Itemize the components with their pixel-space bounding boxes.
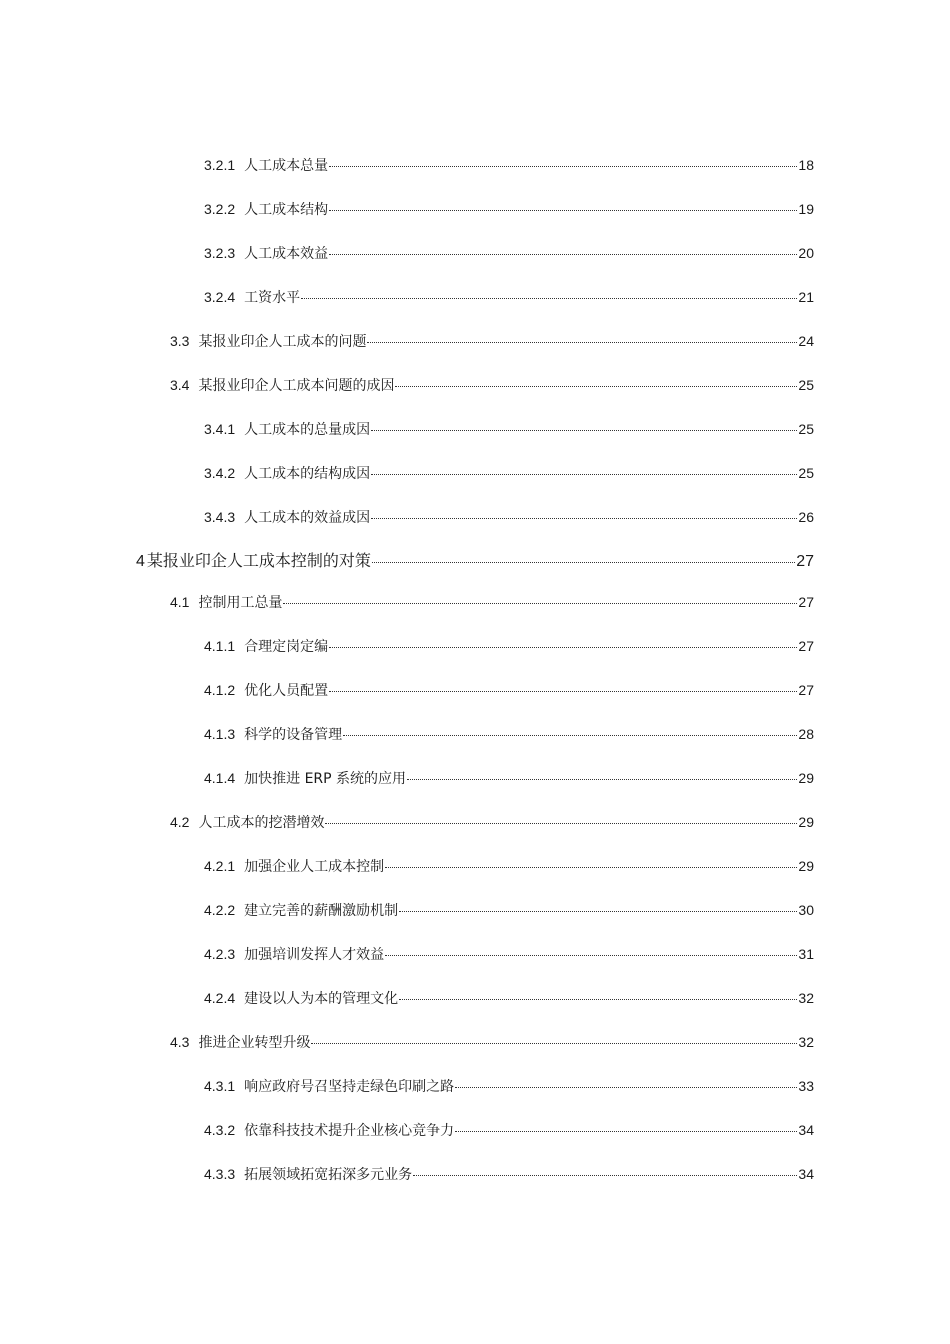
toc-leader [367, 342, 797, 343]
toc-entry[interactable] [204, 1120, 814, 1141]
toc-number: 4.1.4 [204, 770, 236, 786]
toc-page-number: 27 [798, 638, 814, 654]
toc-leader [371, 474, 797, 475]
toc-leader [311, 1043, 797, 1044]
toc-number: 3.3 [170, 333, 190, 349]
toc-leader [385, 867, 797, 868]
toc-entry[interactable] [170, 812, 814, 833]
toc-title: 合理定岗定编 [244, 639, 329, 655]
toc-page-number: 27 [796, 553, 814, 570]
toc-number: 3.2.3 [204, 245, 236, 261]
toc-page-number: 29 [798, 770, 814, 786]
toc-entry[interactable] [170, 1032, 814, 1053]
toc-page-number: 26 [798, 509, 814, 525]
toc-entry[interactable] [170, 592, 814, 613]
toc-leader [413, 1175, 797, 1176]
toc-title: 依靠科技技术提升企业核心竞争力 [244, 1123, 455, 1139]
toc-number: 4.3.1 [204, 1078, 236, 1094]
toc-title: 加强培训发挥人才效益 [244, 947, 385, 963]
toc-entry[interactable] [204, 680, 814, 701]
toc-page-number: 25 [798, 421, 814, 437]
toc-title: 加强企业人工成本控制 [244, 859, 385, 875]
toc-number: 4.3.2 [204, 1122, 236, 1138]
toc-entry[interactable] [170, 331, 814, 352]
toc-title: 控制用工总量 [198, 595, 283, 611]
toc-leader [329, 691, 797, 692]
toc-entry[interactable] [204, 419, 814, 440]
toc-title: 人工成本的效益成因 [244, 510, 371, 526]
toc-number: 4 [136, 553, 145, 570]
toc-number: 4.2.1 [204, 858, 236, 874]
toc-entry[interactable] [204, 636, 814, 657]
toc-entry-chapter[interactable] [136, 550, 814, 573]
toc-number: 3.2.2 [204, 201, 236, 217]
toc-entry[interactable] [204, 944, 814, 965]
toc-title: 某报业印企人工成本的问题 [198, 334, 367, 350]
toc-leader [343, 735, 797, 736]
toc-leader [325, 823, 797, 824]
toc-title: 工资水平 [244, 290, 301, 306]
toc-entry[interactable] [204, 900, 814, 921]
toc-page-number: 28 [798, 726, 814, 742]
toc-number: 3.4.3 [204, 509, 236, 525]
toc-page-number: 32 [798, 990, 814, 1006]
toc-title: 人工成本总量 [244, 158, 329, 174]
toc-number: 4.1.2 [204, 682, 236, 698]
toc-leader [399, 911, 797, 912]
toc-leader [371, 430, 797, 431]
toc-leader [385, 955, 797, 956]
toc-page-number: 34 [798, 1166, 814, 1182]
toc-page-number: 25 [798, 377, 814, 393]
toc-leader [329, 254, 797, 255]
toc-number: 3.2.1 [204, 157, 236, 173]
toc-title: 人工成本结构 [244, 202, 329, 218]
toc-number: 4.2 [170, 814, 190, 830]
toc-title: 建立完善的薪酬激励机制 [244, 903, 399, 919]
toc-entry[interactable] [204, 856, 814, 877]
toc-page-number: 29 [798, 858, 814, 874]
toc-title: 加快推进 ERP 系统的应用 [244, 771, 407, 787]
toc-page-number: 34 [798, 1122, 814, 1138]
toc-page-number: 33 [798, 1078, 814, 1094]
toc-number: 4.2.2 [204, 902, 236, 918]
toc-number: 4.2.4 [204, 990, 236, 1006]
toc-number: 4.3.3 [204, 1166, 236, 1182]
toc-entry[interactable] [204, 463, 814, 484]
toc-leader [372, 562, 795, 563]
toc-number: 4.2.3 [204, 946, 236, 962]
toc-page-number: 21 [798, 289, 814, 305]
toc-page-number: 32 [798, 1034, 814, 1050]
toc-page-number: 27 [798, 594, 814, 610]
toc-title: 建设以人为本的管理文化 [244, 991, 399, 1007]
toc-title: 人工成本的挖潜增效 [198, 815, 325, 831]
toc-entry[interactable] [204, 199, 814, 220]
toc-leader [329, 210, 797, 211]
toc-leader [407, 779, 797, 780]
toc-title: 科学的设备管理 [244, 727, 343, 743]
toc-number: 3.4.1 [204, 421, 236, 437]
toc-page-number: 20 [798, 245, 814, 261]
toc-leader [455, 1087, 797, 1088]
toc-entry[interactable] [170, 375, 814, 396]
toc-number: 3.4 [170, 377, 190, 393]
toc-entry[interactable] [204, 768, 814, 789]
toc-title: 人工成本的总量成因 [244, 422, 371, 438]
toc-entry[interactable] [204, 988, 814, 1009]
toc-leader [371, 518, 797, 519]
toc-entry[interactable] [204, 243, 814, 264]
toc-leader [283, 603, 797, 604]
toc-number: 3.4.2 [204, 465, 236, 481]
toc-number: 3.2.4 [204, 289, 236, 305]
toc-entry[interactable] [204, 155, 814, 176]
toc-entry[interactable] [204, 1164, 814, 1185]
toc-number: 4.1 [170, 594, 190, 610]
toc-page-number: 29 [798, 814, 814, 830]
toc-leader [395, 386, 797, 387]
toc-title: 拓展领域拓宽拓深多元业务 [244, 1167, 413, 1183]
toc-page-number: 19 [798, 201, 814, 217]
toc-page-number: 24 [798, 333, 814, 349]
toc-entry[interactable] [204, 724, 814, 745]
toc-page-number: 27 [798, 682, 814, 698]
toc-leader [455, 1131, 797, 1132]
toc-number: 4.3 [170, 1034, 190, 1050]
toc-leader [329, 166, 797, 167]
toc-page-number: 25 [798, 465, 814, 481]
toc-entry[interactable] [204, 1076, 814, 1097]
toc-number: 4.1.1 [204, 638, 236, 654]
toc-title: 响应政府号召坚持走绿色印刷之路 [244, 1079, 455, 1095]
toc-page-number: 18 [798, 157, 814, 173]
toc-page-number: 30 [798, 902, 814, 918]
toc-title: 某报业印企人工成本问题的成因 [198, 378, 395, 394]
toc-leader [329, 647, 797, 648]
toc-entry[interactable] [204, 507, 814, 528]
toc-title: 人工成本的结构成因 [244, 466, 371, 482]
toc-title: 某报业印企人工成本控制的对策 [146, 551, 371, 570]
toc-entry[interactable] [204, 287, 814, 308]
toc-leader [301, 298, 797, 299]
toc-title: 人工成本效益 [244, 246, 329, 262]
toc-number: 4.1.3 [204, 726, 236, 742]
toc-title: 推进企业转型升级 [198, 1035, 311, 1051]
toc-title: 优化人员配置 [244, 683, 329, 699]
toc-leader [399, 999, 797, 1000]
toc-page-number: 31 [798, 946, 814, 962]
